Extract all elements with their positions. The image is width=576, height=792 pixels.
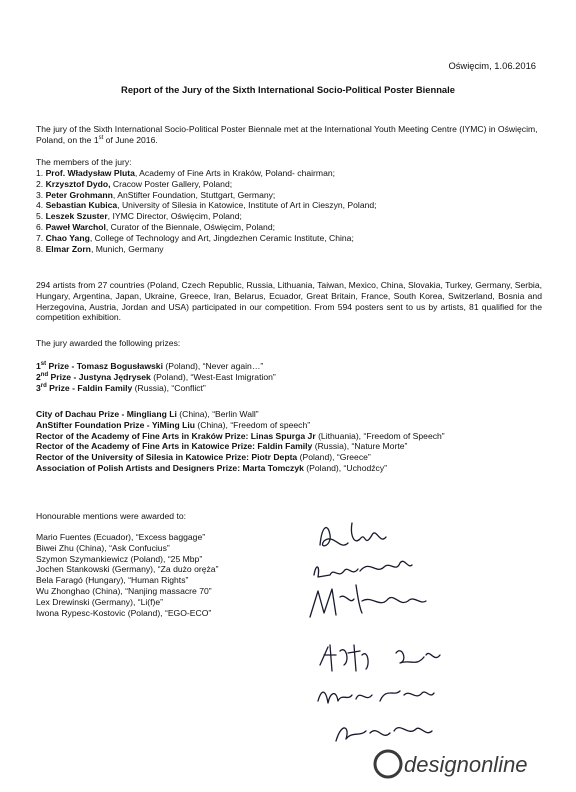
member-name: Leszek Szuster — [45, 211, 108, 222]
jury-signatures — [300, 505, 470, 750]
member-affiliation: , Curator of the Biennale, Oświęcim, Poland; — [105, 221, 275, 232]
mention-item: Jochen Stankowski (Germany), “Za dużo oręża” — [36, 564, 219, 575]
prize-place: 1 — [36, 361, 41, 371]
special-prize-winner: Association of Polish Artists and Designers Prize: Marta Tomczyk — [36, 462, 304, 473]
prize-place: 3 — [36, 382, 41, 393]
mention-item: Iwona Rypesc-Kostovic (Poland), “EGO-ECO” — [36, 607, 212, 618]
prize-place: 2 — [36, 371, 41, 382]
main-prizes-list — [36, 361, 542, 393]
prize-work: (Poland), “West-East Imigration” — [150, 371, 276, 382]
mention-item: Bela Faragó (Hungary), “Human Rights” — [36, 575, 189, 586]
special-prize-item — [36, 452, 542, 463]
mention-item: Szymon Szymankiewicz (Poland), “25 Mbp” — [36, 553, 203, 564]
member-affiliation: , AnStifter Foundation, Stuttgart, Germany; — [112, 189, 276, 200]
member-item — [36, 211, 542, 222]
member-name: Chao Yang — [45, 232, 90, 243]
mention-item: Mario Fuentes (Ecuador), “Excess baggage” — [36, 532, 206, 542]
special-prize-winner: Rector of the Academy of Fine Arts in Katowice Prize: Faldin Family — [36, 441, 313, 452]
main-prize-item — [36, 383, 542, 394]
member-name: Elmar Zorn — [45, 243, 91, 254]
member-number: 7. — [36, 232, 44, 243]
main-prize-item — [36, 372, 542, 383]
member-affiliation: , Academy of Fine Arts in Kraków, Poland- chairman; — [134, 168, 336, 178]
prize-winner: Prize - Justyna Jędrysek — [48, 371, 151, 382]
special-prize-work: (China), “Berlin Wall” — [176, 409, 259, 419]
prize-winner: Prize - Tomasz Bogusławski — [46, 361, 163, 371]
mention-item: Wu Zhonghao (China), “Nanjing massacre 70” — [36, 585, 212, 596]
member-name: Sebastian Kubica — [45, 200, 118, 211]
member-affiliation: , University of Silesia in Katowice, Institute of Art in Cieszyn, Poland; — [117, 200, 377, 211]
member-name: Krzysztof Dydo, — [45, 178, 111, 189]
watermark-logo — [370, 745, 570, 783]
special-prize-item — [36, 409, 542, 420]
mention-item: Lex Drewinski (Germany), “Li(f)e” — [36, 596, 164, 607]
page-title: Report of the Jury of the Sixth International Socio-Political Poster Biennale — [121, 84, 455, 95]
special-prize-item — [36, 431, 542, 442]
mentions-list — [36, 532, 306, 618]
mention-item: Biwei Zhu (China), “Ask Confucius” — [36, 542, 170, 553]
special-prize-work: (Russia), “Nature Morte” — [312, 441, 408, 452]
member-number: 4. — [36, 200, 44, 211]
special-prize-winner: AnStifter Foundation Prize - YiMing Liu — [36, 419, 195, 430]
member-affiliation: Cracow Poster Gallery, Poland; — [110, 178, 233, 189]
prize-work: (Russia), “Conflict” — [132, 382, 206, 393]
prize-winner: Prize - Faldin Family — [46, 382, 133, 393]
member-item — [36, 244, 542, 255]
member-number: 8. — [36, 243, 44, 254]
special-prize-item — [36, 463, 542, 474]
special-prize-winner: Rector of the University of Silesia in Katowice Prize: Piotr Depta — [36, 452, 298, 463]
member-number: 1. — [36, 168, 44, 178]
prize-work: (Poland), “Never again…” — [162, 361, 264, 371]
prize-place-suffix: st — [40, 361, 47, 368]
member-item — [36, 200, 542, 211]
member-number: 6. — [36, 221, 44, 232]
special-prize-work: (Lithuania), “Freedom of Speech” — [315, 430, 445, 441]
member-name: Peter Grohmann — [45, 189, 113, 200]
prize-place-suffix: rd — [40, 382, 47, 389]
member-number: 2. — [36, 178, 44, 189]
main-prize-item — [36, 361, 542, 372]
member-name: Prof. Władysław Pluta — [45, 168, 135, 178]
member-item — [36, 233, 542, 244]
member-name: Paweł Warchol — [45, 221, 106, 232]
watermark-logo-text: designonline — [404, 752, 528, 777]
special-prize-work: (Poland), “Greece” — [297, 452, 371, 463]
artists-paragraph: 294 artists from 27 countries (Poland, Czech Republic, Russia, Lithuania, Taiwan, Mexico, China, Slovakia, Turkey, Germany, Serbia, Hungary, Argentina, Japan, Ukraine, Greece, Iran, Belarus, Ecuador, Great Britain, France, South Korea, Switzerland, Bosnia and Herzegovina, Austria, Jordan and USA) participated in our competition. From 594 posters sent to us by artists, 81 qualified for the competition exhibition. — [36, 280, 542, 323]
prizes-heading: The jury awarded the following prizes: — [36, 338, 181, 348]
member-item — [36, 168, 542, 179]
member-number: 3. — [36, 189, 44, 200]
member-affiliation: , College of Technology and Art, Jingdezhen Ceramic Institute, China; — [89, 232, 354, 243]
member-item — [36, 222, 542, 233]
special-prize-item — [36, 441, 542, 452]
member-affiliation: , Munich, Germany — [90, 243, 164, 254]
member-item — [36, 190, 542, 201]
mentions-heading: Honourable mentions were awarded to: — [36, 511, 187, 521]
report-date: Oświęcim, 1.06.2016 — [448, 60, 536, 71]
intro-paragraph: The jury of the Sixth International Socio-Political Poster Biennale met at the International Youth Meeting Centre (IYMC) in Oświęcim, Poland, on the 1st of June 2016. — [36, 124, 538, 145]
special-prize-item — [36, 420, 542, 431]
special-prize-winner: City of Dachau Prize - Mingliang Li — [36, 409, 177, 419]
prize-place-suffix: nd — [40, 371, 49, 378]
special-prize-winner: Rector of the Academy of Fine Arts in Kraków Prize: Linas Spurga Jr — [36, 430, 316, 441]
special-prize-work: (China), “Freedom of speech” — [194, 419, 311, 430]
special-prizes-list — [36, 409, 542, 474]
member-affiliation: , IYMC Director, Oświęcim, Poland; — [107, 211, 242, 222]
members-list — [36, 168, 542, 254]
member-number: 5. — [36, 211, 44, 222]
members-heading: The members of the jury: — [36, 157, 132, 167]
special-prize-work: (Poland), “Uchodźcy” — [303, 462, 388, 473]
member-item — [36, 179, 542, 190]
